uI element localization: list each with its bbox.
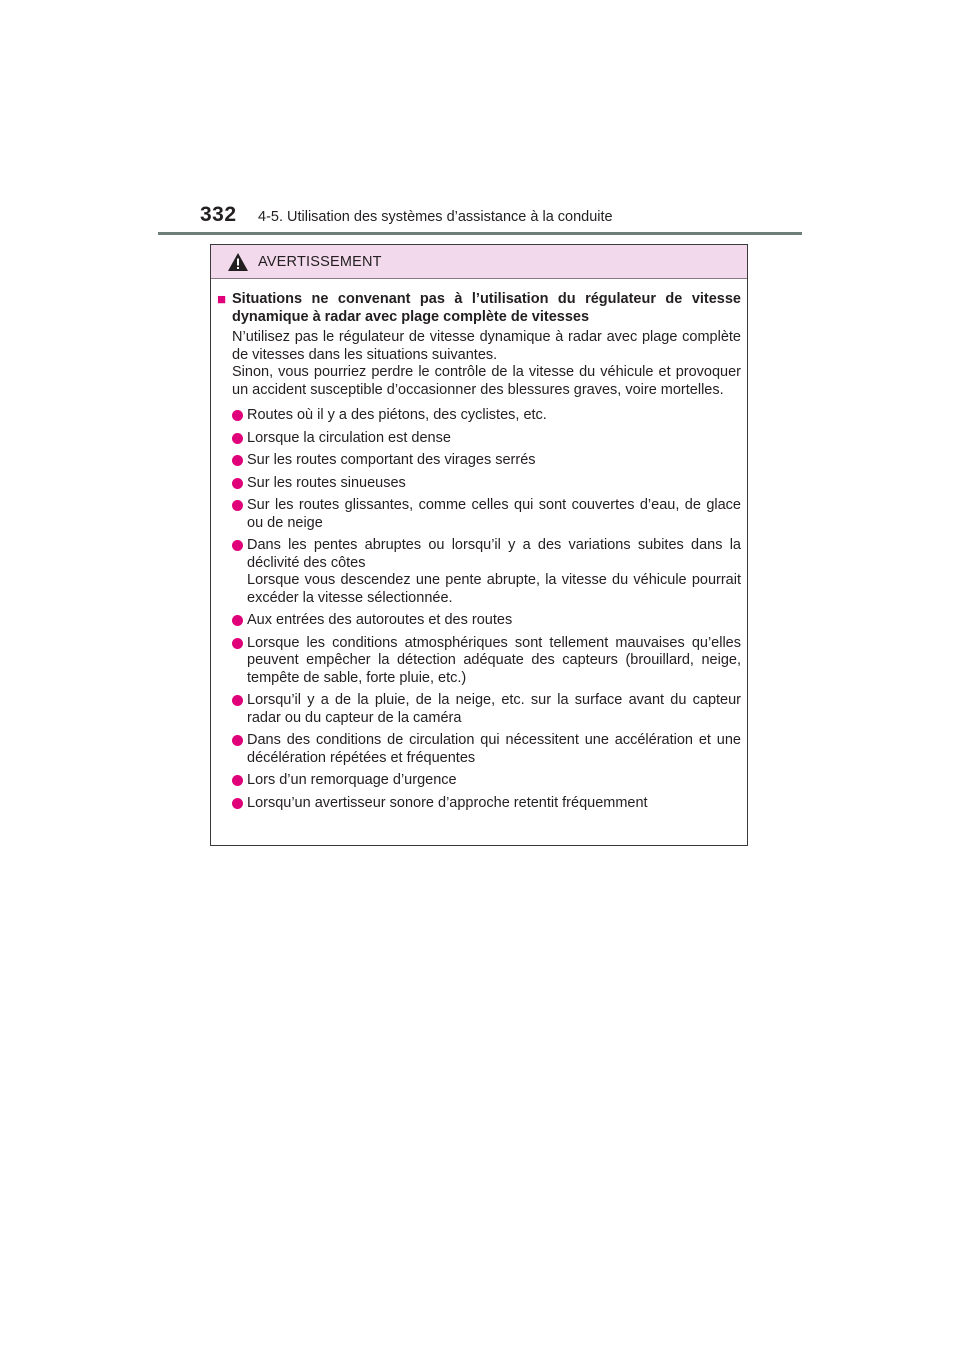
page-number: 332 bbox=[200, 203, 237, 226]
warning-heading bbox=[217, 291, 741, 326]
list-item-text: Lors d’un remorquage d’urgence bbox=[247, 772, 457, 788]
list-item bbox=[217, 612, 741, 630]
warning-box bbox=[210, 244, 748, 846]
list-item-text: Lorsqu’un avertisseur sonore d’approche retentit fréquemment bbox=[247, 794, 648, 811]
bullet-dot-icon bbox=[232, 410, 243, 421]
list-item-text: Lorsque les conditions atmosphériques sont tellement mauvaises qu’elles peuvent empêcher la détection adéquate des capteurs (brouillard, neige, tempête de sable, forte pluie, etc.) bbox=[247, 634, 741, 686]
bullet-dot-icon bbox=[232, 478, 243, 489]
list-item bbox=[217, 407, 741, 425]
bullet-dot-icon bbox=[232, 540, 243, 551]
warning-triangle-icon bbox=[227, 252, 249, 272]
square-bullet-icon: ■ bbox=[217, 291, 227, 308]
list-item-text: Sur les routes comportant des virages serrés bbox=[247, 452, 536, 468]
warning-intro bbox=[232, 329, 741, 399]
list-item-text: Sur les routes sinueuses bbox=[247, 474, 406, 491]
bullet-dot-icon bbox=[232, 500, 243, 511]
header-rule bbox=[158, 232, 802, 235]
list-item bbox=[217, 497, 741, 532]
list-item bbox=[217, 772, 741, 790]
list-item bbox=[217, 692, 741, 727]
list-item-text: Lorsque la circulation est dense bbox=[247, 429, 451, 446]
bullet-dot-icon bbox=[232, 455, 243, 466]
warning-heading-text: Situations ne convenant pas à l’utilisation du régulateur de vitesse dynamique à radar avec plage complète de vitesses bbox=[232, 291, 741, 325]
conditions-list bbox=[217, 407, 741, 812]
bullet-dot-icon bbox=[232, 775, 243, 786]
list-item bbox=[217, 475, 741, 493]
bullet-dot-icon bbox=[232, 798, 243, 809]
bullet-dot-icon bbox=[232, 638, 243, 649]
bullet-dot-icon bbox=[232, 433, 243, 444]
list-item bbox=[217, 452, 741, 470]
intro-paragraph: Sinon, vous pourriez perdre le contrôle de la vitesse du véhicule et provoquer un accident susceptible d’occasionner des blessures graves, voire mortelles. bbox=[232, 364, 741, 398]
list-item-text: Dans les pentes abruptes ou lorsqu’il y a des variations subites dans la déclivité des côtes bbox=[247, 537, 741, 571]
section-title: 4-5. Utilisation des systèmes d’assistance à la conduite bbox=[258, 209, 613, 225]
list-item bbox=[217, 537, 741, 607]
list-item bbox=[217, 795, 741, 813]
list-item-text: Aux entrées des autoroutes et des routes bbox=[247, 612, 513, 628]
list-item-text: Lorsque vous descendez une pente abrupte, la vitesse du véhicule pourrait excéder la vitesse sélectionnée. bbox=[247, 572, 741, 606]
list-item-text: Lorsqu’il y a de la pluie, de la neige, etc. sur la surface avant du capteur radar ou du capteur de la caméra bbox=[247, 692, 741, 726]
warning-body bbox=[211, 279, 747, 812]
list-item-text: Routes où il y a des piétons, des cyclistes, etc. bbox=[247, 407, 547, 423]
warning-title: AVERTISSEMENT bbox=[258, 253, 382, 270]
list-item-text: Sur les routes glissantes, comme celles qui sont couvertes d’eau, de glace ou de neige bbox=[247, 497, 741, 531]
bullet-dot-icon bbox=[232, 735, 243, 746]
bullet-dot-icon bbox=[232, 695, 243, 706]
warning-header bbox=[211, 245, 747, 279]
list-item-text: Dans des conditions de circulation qui nécessitent une accélération et une décélération répétées et fréquentes bbox=[247, 732, 741, 766]
list-item bbox=[217, 732, 741, 767]
intro-paragraph: N’utilisez pas le régulateur de vitesse dynamique à radar avec plage complète de vitesses dans les situations suivantes. bbox=[232, 329, 741, 363]
list-item bbox=[217, 635, 741, 688]
list-item bbox=[217, 430, 741, 448]
bullet-dot-icon bbox=[232, 615, 243, 626]
